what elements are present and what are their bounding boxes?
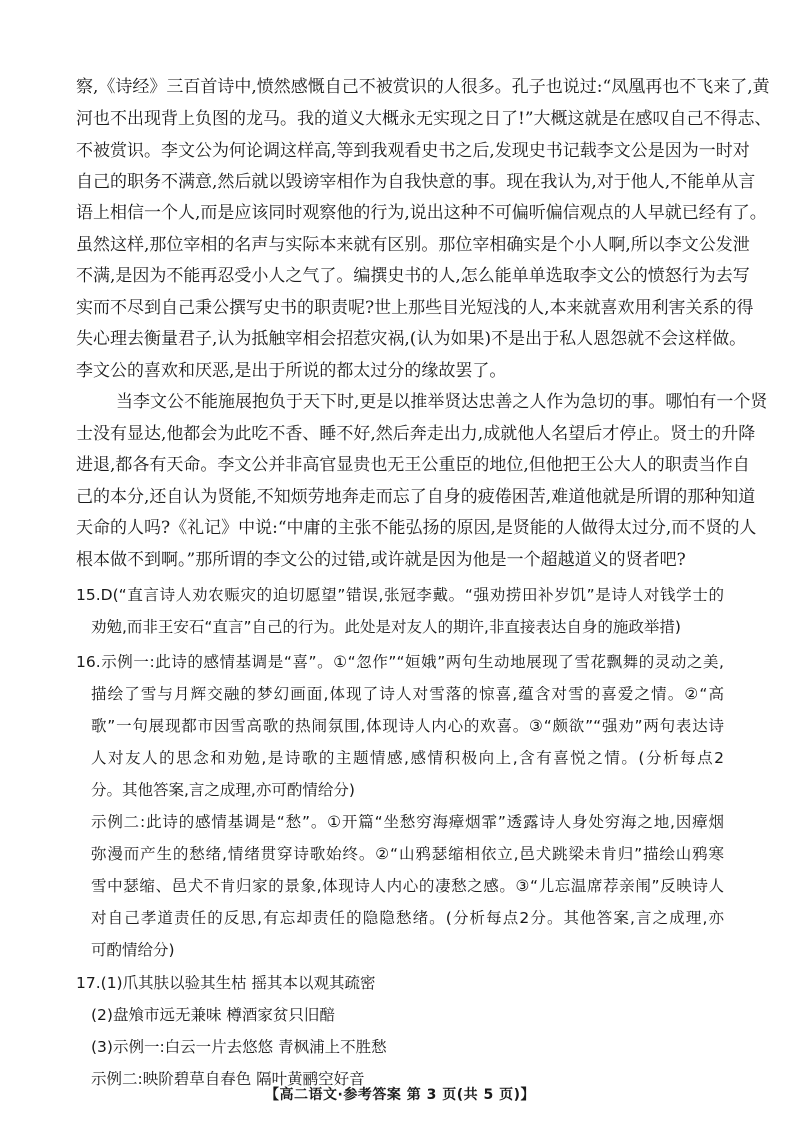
- text-line: 进退,都各有天命。李文公并非高官显贵也无王公重臣的地位,但他把王公大人的职责当作自: [76, 455, 750, 475]
- text-line: 失心理去衡量君子,认为抵触宰相会招惹灾祸,(认为如果)不是出于私人恩怨就不会这样做。: [76, 329, 747, 349]
- text-line: 示例二:映阶碧草自春色 隔叶黄鹂空好音: [91, 1070, 365, 1088]
- text-line: 示例二:此诗的感情基调是“愁”。①开篇“坐愁穷海瘴烟霏”透露诗人身处穷海之地,因瘴烟: [91, 813, 724, 831]
- text-line: 可酌情给分): [91, 941, 175, 959]
- text-line: 天命的人吗?《礼记》中说:“中庸的主张不能弘扬的原因,是贤能的人做得太过分,而不贤的人: [76, 518, 757, 538]
- text-line: 不满,是因为不能再忍受小人之气了。编撰史书的人,怎么能单单选取李文公的愤怒行为去写: [76, 266, 750, 286]
- text-line: 士没有显达,他都会为此吃不香、睡不好,然后奔走出力,成就他人名望后才停止。贤士的升降: [76, 424, 756, 444]
- text-line: 己的本分,还自认为贤能,不知烦劳地奔走而忘了自身的疲倦困苦,难道他就是所谓的那种知道: [76, 487, 756, 507]
- text-line: 对自己孝道责任的反思,有忘却责任的隐隐愁绪。(分析每点2分。其他答案,言之成理,亦: [91, 909, 724, 927]
- page-footer: 【高二语文·参考答案 第 3 页(共 5 页)】: [265, 1087, 535, 1103]
- text-line: 不被赏识。李文公为何论调这样高,等到我观看史书之后,发现史书记载李文公是因为一时对: [76, 141, 750, 161]
- text-line: 自己的职务不满意,然后就以毁谤宰相作为自我快意的事。现在我认为,对于他人,不能单从言: [76, 172, 756, 192]
- text-line: 当李文公不能施展抱负于天下时,更是以推举贤达忠善之人作为急切的事。哪怕有一个贤: [116, 392, 768, 412]
- text-line: 实而不尽到自己秉公撰写史书的职责呢?世上那些目光短浅的人,本来就喜欢用利害关系的得: [76, 298, 754, 318]
- text-line: 雪中瑟缩、邑犬不肯归家的景象,体现诗人内心的凄愁之感。③“儿忘温席荐亲闱”反映诗人: [91, 877, 724, 895]
- text-line: 歌”一句展现都市因雪高歌的热闹氛围,体现诗人内心的欢喜。③“颇欲”“强劝”两句表达诗: [91, 717, 724, 735]
- text-line: 李文公的喜欢和厌恶,是出于所说的都太过分的缘故罢了。: [76, 361, 507, 381]
- text-line: 察,《诗经》三百首诗中,愤然感慨自己不被赏识的人很多。孔子也说过:“凤凰再也不飞来了,黄: [76, 77, 770, 97]
- text-line: 弥漫而产生的愁绪,情绪贯穿诗歌始终。②“山鸦瑟缩相依立,邑犬跳梁未肯归”描绘山鸦寒: [91, 845, 724, 863]
- text-line: 16.示例一:此诗的感情基调是“喜”。①“忽作”“姮娥”两句生动地展现了雪花飘舞的灵动之美,: [76, 653, 724, 671]
- text-line: 虽然这样,那位宰相的名声与实际本来就有区别。那位宰相确实是个小人啊,所以李文公发泄: [76, 235, 750, 255]
- text-line: 根本做不到啊。”那所谓的李文公的过错,或许就是因为他是一个超越道义的贤者吧?: [76, 550, 686, 570]
- text-line: 分。其他答案,言之成理,亦可酌情给分): [91, 781, 355, 799]
- text-line: (2)盘飧市远无兼味 樽酒家贫只旧醅: [91, 1006, 335, 1024]
- text-line: 人对友人的思念和劝勉,是诗歌的主题情感,感情积极向上,含有喜悦之情。(分析每点2: [91, 749, 724, 767]
- text-line: (3)示例一:白云一片去悠悠 青枫浦上不胜愁: [91, 1038, 387, 1056]
- text-line: 河也不出现背上负图的龙马。我的道义大概永无实现之日了!”大概这就是在感叹自己不得志、: [76, 109, 772, 129]
- text-line: 描绘了雪与月辉交融的梦幻画面,体现了诗人对雪落的惊喜,蕴含对雪的喜爱之情。②“高: [91, 685, 724, 703]
- text-line: 语上相信一个人,而是应该同时观察他的行为,说出这种不可偏听偏信观点的人早就已经有了。: [76, 203, 767, 223]
- text-line: 劝勉,而非王安石“直言”自己的行为。此处是对友人的期许,非直接表达自身的施政举措): [91, 618, 681, 636]
- text-line: 15.D(“直言诗人劝农赈灾的迫切愿望”错误,张冠李戴。“强劝捞田补岁饥”是诗人对钱学士的: [76, 586, 724, 604]
- text-line: 17.(1)爪其肤以验其生枯 摇其本以观其疏密: [76, 974, 376, 992]
